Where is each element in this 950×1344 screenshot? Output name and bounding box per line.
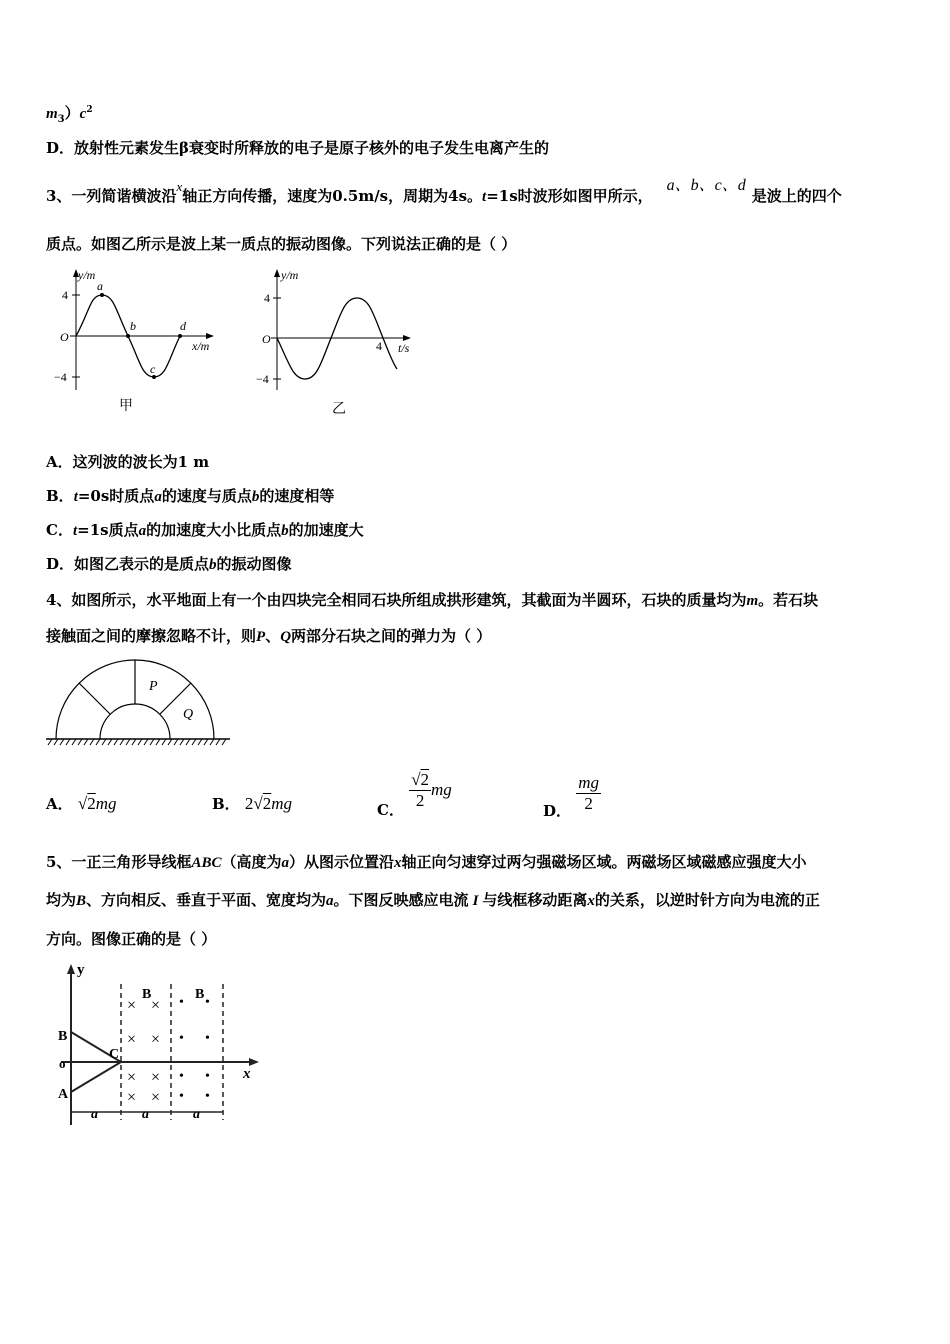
field-dot-4: •	[205, 1031, 210, 1046]
q4-optc-mg: mg	[431, 779, 452, 799]
q3-line1	[46, 177, 842, 206]
q3-optd-pre: D．如图乙表示的是质点	[46, 555, 210, 573]
sqrt-icon: √	[411, 770, 421, 789]
q4-text-a: 4、如图所示，水平地面上有一个由四块完全相同石块所组成拱形建筑，其截面为半圆环，石块的质量均为	[46, 591, 747, 609]
sqrt-icon: √	[253, 794, 263, 813]
q4-optd-num: mg	[578, 773, 600, 792]
q4-option-a	[46, 793, 117, 814]
field-width-a-3: a	[193, 1107, 200, 1122]
jia-label-neg4: −4	[54, 370, 67, 384]
jia-origin: O	[60, 330, 69, 344]
q3-optc-mid: 的加速度大小比质点	[146, 521, 282, 539]
q5-line1	[46, 851, 807, 872]
jia-label-4: 4	[62, 288, 68, 302]
q4-optc-fraction	[409, 770, 431, 811]
field-dot-7: •	[179, 1089, 184, 1104]
ground-hatch	[48, 739, 226, 745]
jia-point-a	[100, 293, 104, 297]
field-label-x: x	[243, 1066, 251, 1082]
jia-caption: 甲	[119, 398, 133, 414]
q5-text-h: 与线框移动距离	[482, 891, 588, 909]
field-width-a-2: a	[142, 1107, 149, 1122]
q3-optb-t: t	[73, 489, 78, 505]
q4-q-var: Q	[280, 629, 292, 645]
field-cross-7: ×	[127, 1089, 137, 1106]
field-dot-3: •	[179, 1031, 184, 1046]
jia-label-a: a	[97, 279, 103, 293]
q4-option-c	[377, 770, 452, 819]
yi-caption: 乙	[332, 401, 346, 417]
q3-optd-b: b	[209, 557, 217, 573]
field-label-b2: B	[195, 987, 205, 1002]
field-dot-6: •	[205, 1069, 210, 1084]
q5-x2-var: x	[587, 893, 595, 909]
q4-optc-label: C．	[377, 800, 404, 819]
q3-text-b: 轴正方向传播，速度为0.5m/s，周期为4s。	[182, 187, 483, 205]
field-cross-8: ×	[151, 1089, 161, 1106]
field-label-b1: B	[142, 987, 152, 1002]
jia-xlabel: x/m	[192, 339, 210, 353]
yi-label-t4: 4	[376, 339, 382, 353]
field-cross-6: ×	[151, 1069, 161, 1086]
q4-optb-coef: 2	[244, 794, 254, 813]
q4-optd-fraction	[576, 773, 601, 814]
q4-text-b: 。若石块	[758, 591, 819, 609]
q4-arch-figure	[44, 655, 234, 750]
q5-line2	[46, 889, 820, 910]
q4-optb-mg: mg	[271, 794, 293, 813]
field-cross-3: ×	[127, 1031, 137, 1048]
jia-label-d: d	[180, 319, 186, 333]
q3-option-c	[46, 519, 364, 540]
q5-text-b: （高度为	[221, 853, 282, 871]
q5-b-var: B	[76, 893, 87, 909]
jia-point-b	[126, 334, 130, 338]
q2-option-d: D．放射性元素发生β衰变时所释放的电子是原子核外的电子发生电离产生的	[46, 139, 549, 157]
yi-ylabel: y/m	[281, 268, 299, 282]
q4-opta-mg: mg	[95, 794, 117, 813]
top-fragment-c: c	[79, 106, 87, 122]
field-label-y: y	[77, 962, 85, 978]
field-y-arrow	[67, 964, 75, 974]
q4-optd-label: D．	[543, 801, 572, 820]
top-fragment-exp: 2	[86, 105, 93, 115]
arch-joint-left	[79, 683, 110, 714]
q5-text-a: 5、一正三角形导线框	[46, 853, 192, 871]
q5-field-figure	[55, 960, 265, 1130]
top-fragment-sub: 3	[57, 114, 65, 125]
q3-optc-a: a	[138, 523, 147, 539]
q3-text-d: 是波上的四个	[751, 187, 842, 205]
field-label-c-vertex: C	[109, 1047, 120, 1062]
q4-sep: 、	[265, 627, 281, 645]
q4-opta-label: A．	[46, 795, 73, 813]
q5-a2-var: a	[326, 893, 334, 909]
q3-optd-end: 的振动图像	[216, 555, 292, 573]
q4-optb-expr: 2√2mg	[244, 794, 293, 813]
q4-option-b	[212, 793, 292, 814]
field-x-arrow	[249, 1058, 259, 1066]
field-cross-1: ×	[127, 997, 137, 1014]
q3-figure-jia	[50, 265, 230, 415]
arch-inner	[100, 704, 170, 739]
q5-a-var: a	[281, 855, 289, 871]
q5-text-g: 。下图反映感应电流	[333, 891, 469, 909]
q3-x-var: x	[176, 179, 183, 194]
q3-optb-a: a	[154, 489, 162, 505]
q3-option-d	[46, 553, 292, 574]
q3-figure-yi	[255, 265, 430, 415]
q3-optc-pre: C．	[46, 521, 73, 539]
q5-i-var: I	[472, 893, 479, 909]
q5-text-e: 均为	[46, 891, 77, 909]
q3-optc-t: t	[72, 523, 78, 539]
q5-text-d: 轴正向匀速穿过两匀强磁场区域。两磁场区域磁感应强度大小	[401, 853, 807, 871]
yi-y-arrow	[274, 269, 280, 277]
q4-option-d	[543, 773, 601, 820]
arch-label-q: Q	[183, 707, 194, 722]
q3-t-var: t	[482, 189, 487, 205]
q5-text-f: 、方向相反、垂直于平面、宽度均为	[86, 891, 327, 909]
field-cross-2: ×	[151, 997, 161, 1014]
q3-optb-mid: 的速度与质点	[161, 487, 252, 505]
q3-optb-end: 的速度相等	[259, 487, 335, 505]
q3-text-c: =1s时波形如图甲所示，	[486, 187, 653, 205]
q3-points-label: a、b、c、d	[666, 177, 746, 194]
q5-text-c: ）从图示位置沿	[288, 853, 394, 871]
field-width-a-1: a	[91, 1107, 98, 1122]
jia-point-d	[178, 334, 182, 338]
top-fragment-m: m	[46, 106, 58, 122]
jia-label-b: b	[130, 319, 136, 333]
q3-optb-rest: =0s时质点	[77, 487, 155, 505]
yi-origin: O	[262, 332, 271, 346]
sqrt-icon: √	[77, 794, 88, 813]
q5-text-i: 的关系，以逆时针方向为电流的正	[594, 891, 820, 909]
q4-optc-num: 2	[420, 770, 430, 789]
field-dot-1: •	[179, 995, 184, 1010]
q3-option-b	[46, 485, 334, 506]
field-cross-5: ×	[127, 1069, 137, 1086]
q5-line3: 方向。图像正确的是（ ）	[46, 930, 217, 948]
q3-optb-pre: B．	[46, 487, 74, 505]
yi-xlabel: t/s	[398, 341, 410, 355]
jia-label-c: c	[150, 362, 156, 376]
yi-label-4: 4	[264, 291, 270, 305]
q4-optb-label: B．	[212, 795, 240, 813]
q4-line2	[46, 625, 491, 646]
q3-option-a: A．这列波的波长为1 m	[46, 453, 210, 471]
q3-optc-rest: =1s质点	[77, 521, 139, 539]
field-dot-8: •	[205, 1089, 210, 1104]
top-fragment	[46, 102, 93, 125]
q3-optb-b: b	[251, 489, 260, 505]
q4-text-d: 两部分石块之间的弹力为（ ）	[291, 627, 492, 645]
field-dot-2: •	[205, 995, 210, 1010]
q4-optd-den: 2	[584, 794, 593, 813]
q5-x-var: x	[394, 855, 402, 871]
field-label-b-vertex: B	[58, 1029, 68, 1044]
q4-p-var: P	[256, 629, 266, 645]
q5-abc: ABC	[191, 855, 222, 871]
q3-text-a: 3、一列简谐横波沿	[46, 187, 177, 205]
q3-line2: 质点。如图乙所示是波上某一质点的振动图像。下列说法正确的是（ ）	[46, 235, 517, 253]
field-dot-5: •	[179, 1069, 184, 1084]
top-fragment-close: ）	[64, 104, 80, 122]
yi-label-neg4: −4	[256, 372, 269, 386]
q4-line1	[46, 589, 818, 610]
q3-optc-end: 的加速度大	[288, 521, 364, 539]
field-label-origin: o	[59, 1056, 66, 1071]
field-cross-4: ×	[151, 1031, 161, 1048]
q4-text-c: 接触面之间的摩擦忽略不计，则	[46, 627, 257, 645]
q4-m-var: m	[746, 593, 759, 609]
q4-opta-expr: √2mg	[77, 794, 117, 813]
field-label-a-vertex: A	[58, 1087, 69, 1102]
q3-optc-b: b	[281, 523, 289, 539]
q4-optc-den: 2	[415, 791, 425, 810]
jia-ylabel: y/m	[78, 268, 96, 282]
arch-label-p: P	[149, 679, 158, 694]
